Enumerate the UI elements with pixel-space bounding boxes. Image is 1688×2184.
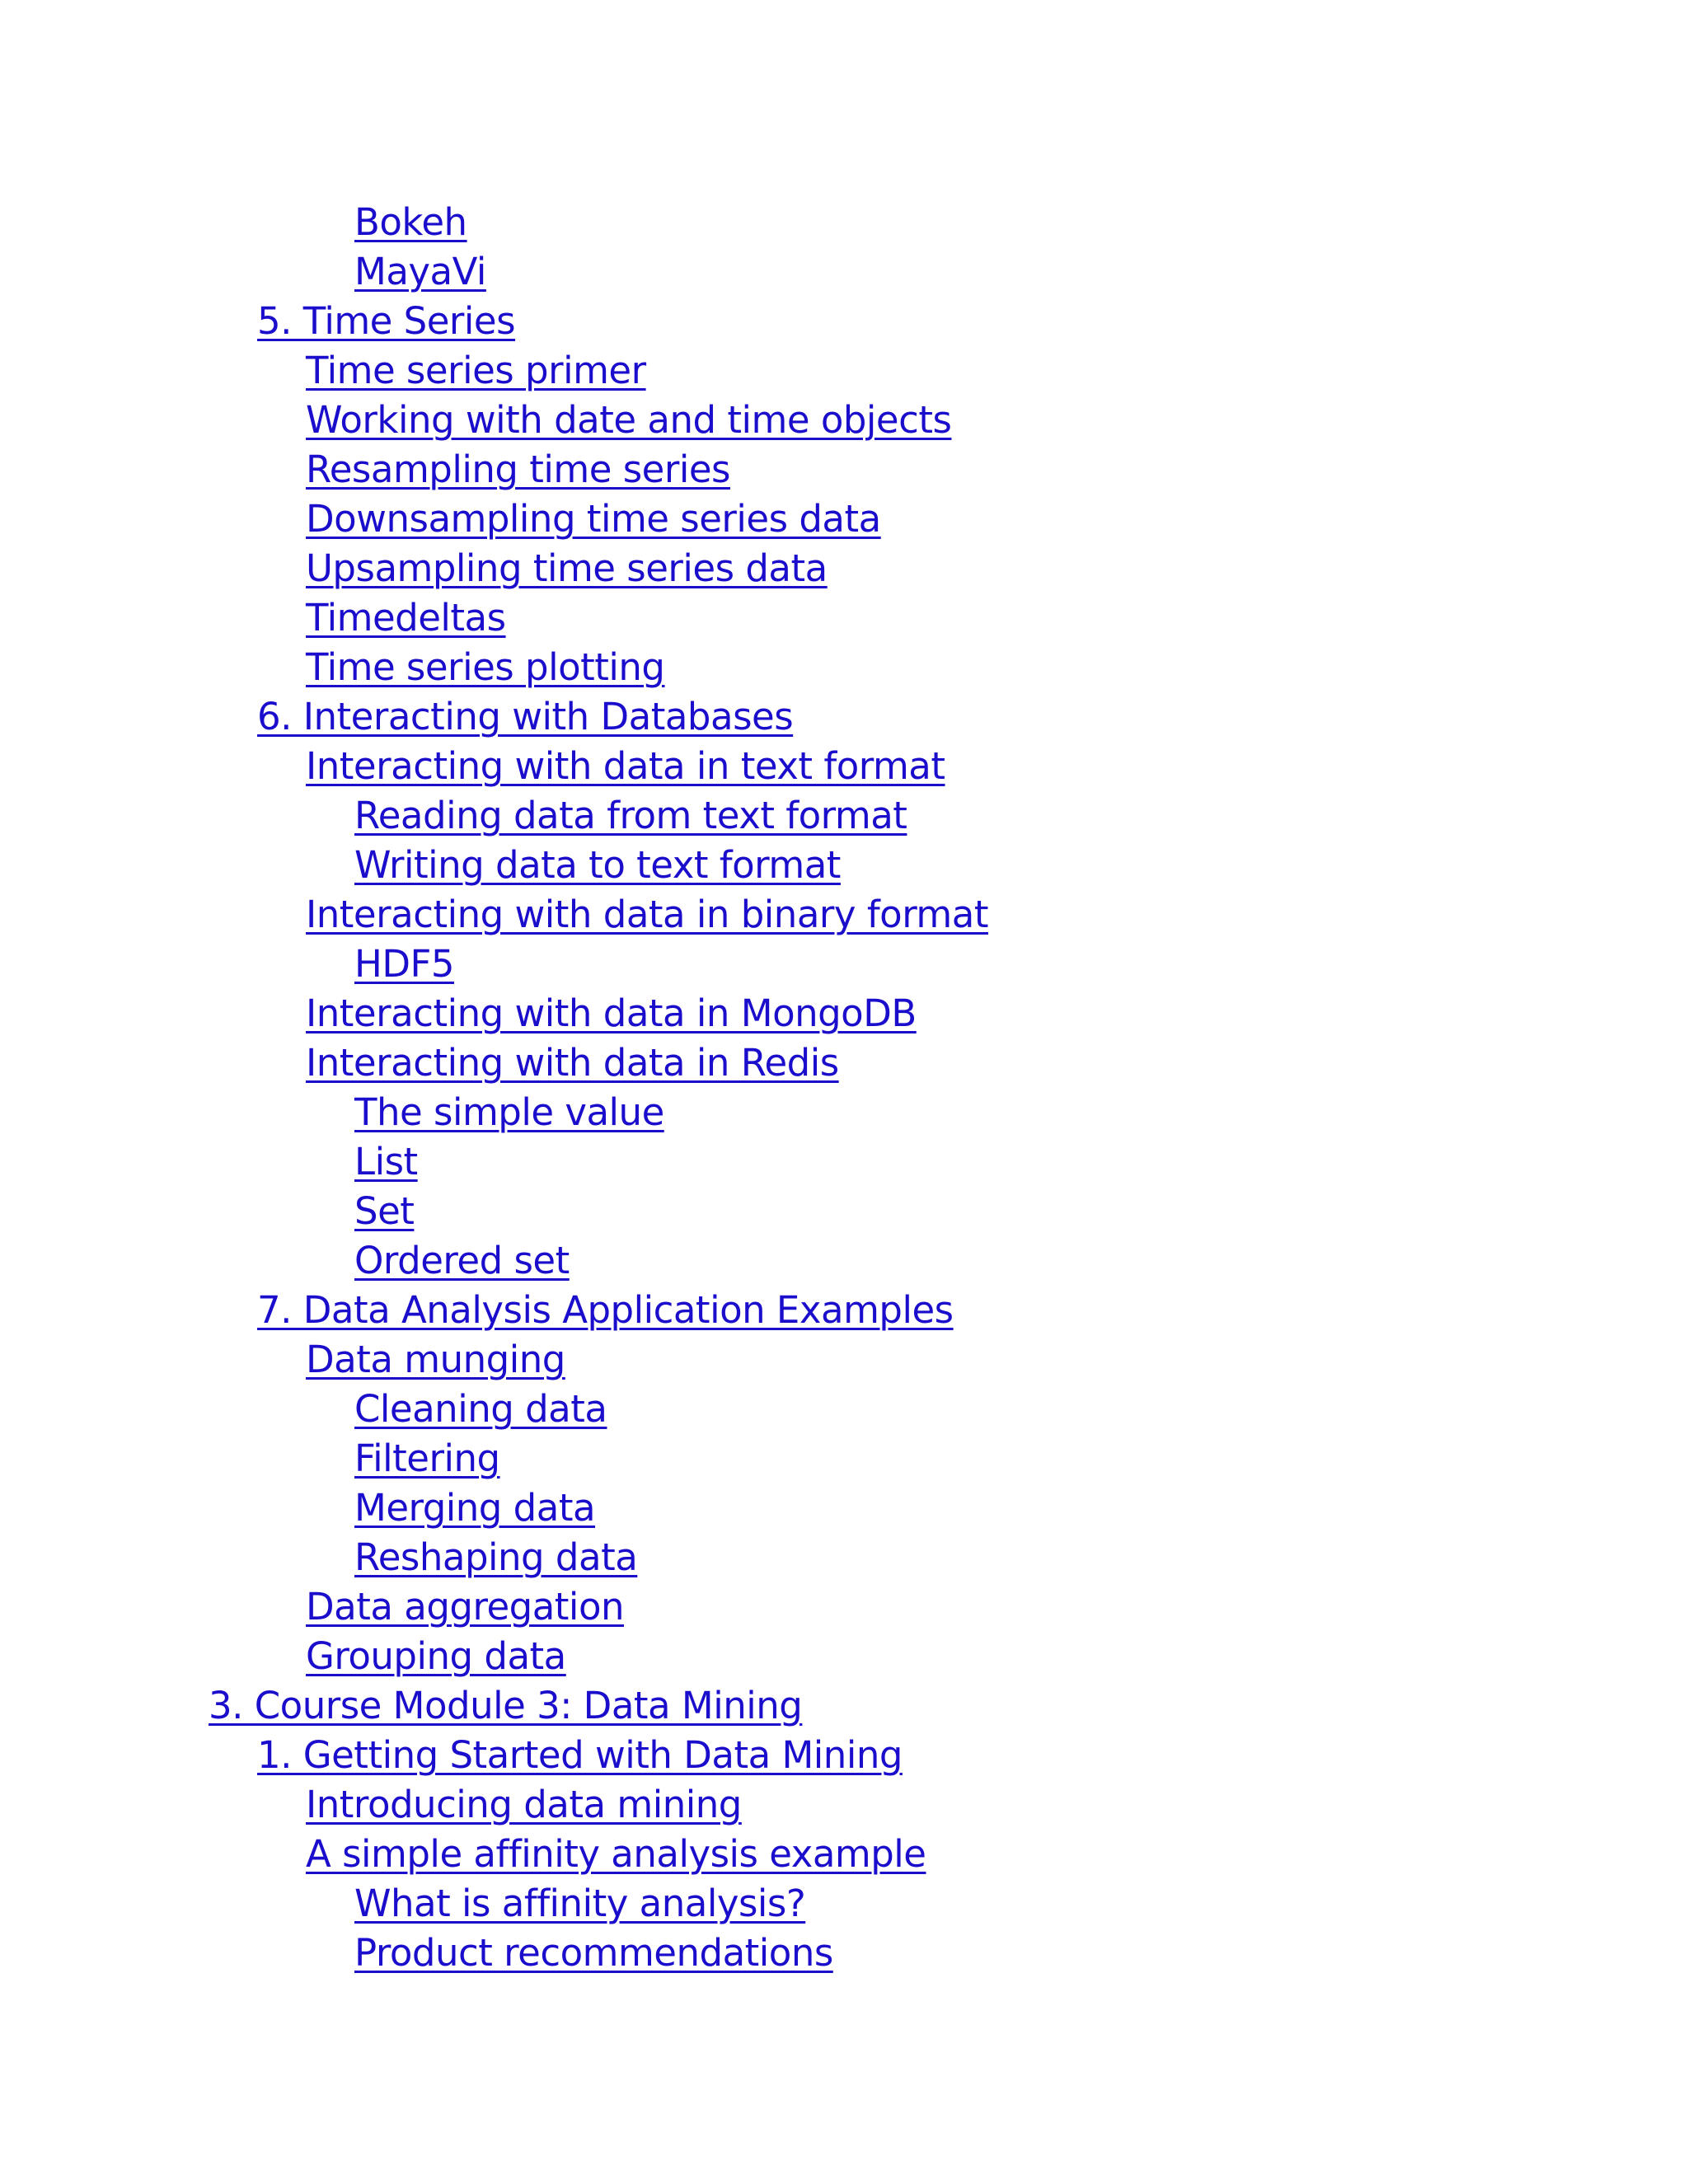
toc-link[interactable]: Cleaning data [354,1387,607,1431]
toc-link[interactable]: Grouping data [306,1634,566,1678]
toc-link[interactable]: Resampling time series [306,448,730,491]
toc-link[interactable]: Filtering [354,1436,500,1480]
toc-link[interactable]: Data aggregation [306,1585,624,1629]
toc-link[interactable]: HDF5 [354,942,455,986]
toc-link[interactable]: Data munging [306,1338,565,1381]
toc-link[interactable]: Interacting with data in text format [306,744,945,788]
toc-link[interactable]: Reshaping data [354,1535,638,1579]
toc-link[interactable]: Set [354,1189,415,1233]
toc-link[interactable]: A simple affinity analysis example [306,1832,926,1876]
toc-link[interactable]: Interacting with data in Redis [306,1041,839,1085]
toc-link[interactable]: Working with date and time objects [306,398,952,442]
toc-link[interactable]: The simple value [354,1090,664,1134]
toc-link[interactable]: 5. Time Series [257,299,516,343]
toc-link[interactable]: 7. Data Analysis Application Examples [257,1288,954,1332]
toc-link[interactable]: Interacting with data in binary format [306,893,988,936]
toc-link[interactable]: Timedeltas [306,596,506,640]
toc-link[interactable]: Writing data to text format [354,843,841,887]
toc-link[interactable]: Merging data [354,1486,596,1530]
toc-link[interactable]: Bokeh [354,200,467,244]
toc-link[interactable]: 3. Course Module 3: Data Mining [209,1684,803,1727]
toc-link[interactable]: 6. Interacting with Databases [257,695,794,738]
toc-link[interactable]: Time series primer [306,349,646,392]
toc-link[interactable]: Reading data from text format [354,794,907,837]
toc-link[interactable]: 1. Getting Started with Data Mining [257,1733,903,1777]
toc-link[interactable]: Product recommendations [354,1931,833,1975]
toc-link[interactable]: Downsampling time series data [306,497,881,541]
table-of-contents [0,198,1688,1978]
toc-link[interactable]: Upsampling time series data [306,546,828,590]
toc-link[interactable]: MayaVi [354,250,486,293]
toc-link[interactable]: Time series plotting [306,645,665,689]
toc-link[interactable]: Introducing data mining [306,1783,742,1826]
toc-link[interactable]: Ordered set [354,1239,570,1282]
toc-link[interactable]: List [354,1140,418,1183]
toc-link[interactable]: What is affinity analysis? [354,1882,806,1925]
toc-link[interactable]: Interacting with data in MongoDB [306,991,917,1035]
